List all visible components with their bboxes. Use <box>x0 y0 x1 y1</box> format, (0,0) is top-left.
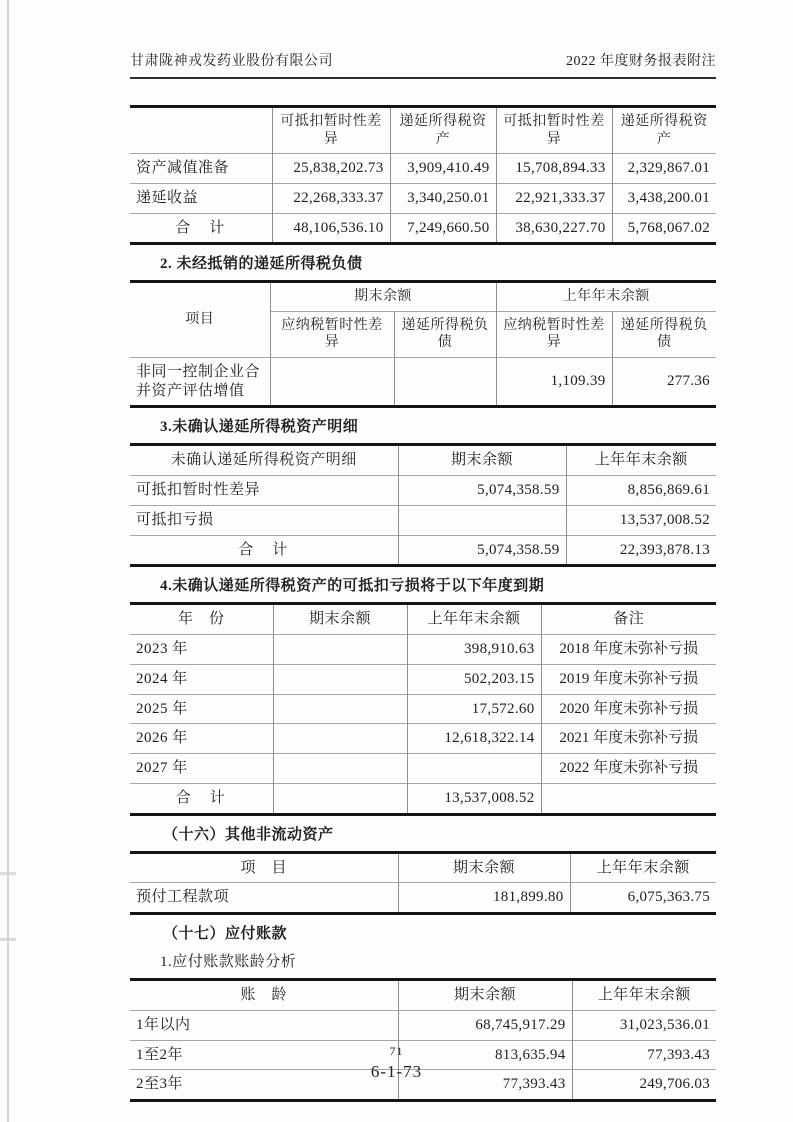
table-row <box>130 664 716 694</box>
table-row <box>130 754 716 784</box>
deferred-tax-liabilities-table <box>130 280 716 408</box>
cell-note: 2018 年度未弥补亏损 <box>541 635 716 665</box>
cell-note: 2019 年度未弥补亏损 <box>541 664 716 694</box>
col-header: 递延所得税负债 <box>394 311 496 357</box>
col-header: 递延所得税负债 <box>612 311 716 357</box>
cell-value: 1,109.39 <box>496 357 612 407</box>
table-total-row <box>130 213 716 244</box>
table-total-row <box>130 535 716 566</box>
cell-note: 2022 年度未弥补亏损 <box>541 754 716 784</box>
col-header: 期末余额 <box>398 980 572 1011</box>
scan-smudge-artifact <box>0 938 16 941</box>
cell-value: 17,572.60 <box>407 694 541 724</box>
cell-empty <box>273 694 407 724</box>
cell-value: 249,706.03 <box>572 1070 716 1101</box>
row-label: 合 计 <box>130 783 273 814</box>
cell-value: 3,438,200.01 <box>612 183 716 213</box>
table-row <box>130 505 716 535</box>
cell-value: 181,899.80 <box>398 883 570 914</box>
footer-doc-code: 6-1-73 <box>370 1062 423 1081</box>
table-row <box>130 635 716 665</box>
table-row <box>130 476 716 506</box>
cell-value: 3,909,410.49 <box>390 154 496 184</box>
col-header: 应纳税暂时性差异 <box>496 311 612 357</box>
cell-empty <box>398 505 566 535</box>
cell-value: 5,074,358.59 <box>398 535 566 566</box>
row-label: 合 计 <box>130 535 398 566</box>
col-header: 上年年末余额 <box>566 445 716 476</box>
cell-value: 22,393,878.13 <box>566 535 716 566</box>
report-title: 2022 年度财务报表附注 <box>566 54 716 69</box>
cell-value: 6,075,363.75 <box>570 883 716 914</box>
col-header: 项 目 <box>240 859 287 876</box>
cell-value: 398,910.63 <box>407 635 541 665</box>
table-header-row <box>130 445 716 476</box>
col-header: 未确认递延所得税资产明细 <box>170 452 357 469</box>
cell-value: 2,329,867.01 <box>612 154 716 184</box>
company-name: 甘肃陇神戎发药业股份有限公司 <box>130 54 333 69</box>
cell-value: 12,618,322.14 <box>407 724 541 754</box>
row-label: 2025 年 <box>130 694 273 724</box>
table-row <box>130 1010 716 1040</box>
document-header <box>130 50 716 79</box>
scan-edge-artifact <box>7 0 9 1122</box>
deductible-losses-expiry-table <box>130 602 716 815</box>
cell-empty <box>273 783 407 814</box>
col-header: 递延所得税资产 <box>390 107 496 154</box>
section-heading-3: 3.未确认递延所得税资产明细 <box>160 419 359 436</box>
cell-empty <box>273 724 407 754</box>
cell-value: 813,635.94 <box>398 1040 572 1070</box>
row-label: 1至2年 <box>130 1040 398 1070</box>
group-header-prior: 上年年末余额 <box>496 282 716 312</box>
col-header: 账 龄 <box>240 987 287 1003</box>
cell-value: 48,106,536.10 <box>272 213 390 244</box>
other-noncurrent-assets-table <box>130 851 716 916</box>
table-row <box>130 183 716 213</box>
section-heading-16: （十六）其他非流动资产 <box>163 826 334 843</box>
cell-value: 22,921,333.37 <box>496 183 612 213</box>
row-label: 资产减值准备 <box>130 154 272 184</box>
cell-value: 502,203.15 <box>407 664 541 694</box>
group-header-current: 期末余额 <box>270 282 496 312</box>
col-header: 递延所得税资产 <box>612 107 716 154</box>
cell-value: 5,768,067.02 <box>612 213 716 244</box>
page-content <box>130 50 716 1102</box>
section-heading-4: 4.未确认递延所得税资产的可抵扣亏损将于以下年度到期 <box>160 578 545 595</box>
col-header: 可抵扣暂时性差异 <box>496 107 612 154</box>
table-row <box>130 694 716 724</box>
table-row <box>130 154 716 184</box>
row-label: 2024 年 <box>130 664 273 694</box>
table-header-row <box>130 852 716 883</box>
cell-empty <box>270 357 394 407</box>
col-header: 可抵扣暂时性差异 <box>272 107 390 154</box>
row-label: 可抵扣暂时性差异 <box>130 476 398 506</box>
row-label: 2026 年 <box>130 724 273 754</box>
table-header-row <box>130 107 716 154</box>
cell-value: 5,074,358.59 <box>398 476 566 506</box>
cell-value: 22,268,333.37 <box>272 183 390 213</box>
cell-empty <box>273 754 407 784</box>
cell-value: 77,393.43 <box>572 1040 716 1070</box>
deferred-tax-assets-table <box>130 105 716 245</box>
cell-value: 25,838,202.73 <box>272 154 390 184</box>
cell-empty <box>273 635 407 665</box>
cell-value: 8,856,869.61 <box>566 476 716 506</box>
subsection-heading-17-1: 1.应付账款账龄分析 <box>160 954 297 970</box>
row-label: 预付工程款项 <box>130 883 398 914</box>
cell-value: 13,537,008.52 <box>407 783 541 814</box>
cell-value: 77,393.43 <box>398 1070 572 1101</box>
footer-page-number: 71 <box>389 1044 404 1058</box>
row-label: 合 计 <box>130 213 272 244</box>
section-heading-17: （十七）应付账款 <box>163 926 288 942</box>
row-label: 递延收益 <box>130 183 272 213</box>
table-group-header-row <box>130 282 716 312</box>
col-header: 上年年末余额 <box>572 980 716 1011</box>
row-label: 2023 年 <box>130 635 273 665</box>
cell-value: 31,023,536.01 <box>572 1010 716 1040</box>
cell-empty <box>273 664 407 694</box>
cell-value: 68,745,917.29 <box>398 1010 572 1040</box>
cell-value: 15,708,894.33 <box>496 154 612 184</box>
row-label: 2至3年 <box>130 1070 398 1101</box>
cell-empty <box>407 754 541 784</box>
col-header: 期末余额 <box>273 604 407 635</box>
row-label: 2027 年 <box>130 754 273 784</box>
col-header: 期末余额 <box>398 445 566 476</box>
table-header-row <box>130 604 716 635</box>
col-header: 应纳税暂时性差异 <box>270 311 394 357</box>
table-row <box>130 724 716 754</box>
table-header-row <box>130 980 716 1011</box>
col-header: 上年年末余额 <box>407 604 541 635</box>
cell-value: 7,249,660.50 <box>390 213 496 244</box>
row-label: 可抵扣亏损 <box>130 505 398 535</box>
col-header: 期末余额 <box>398 852 570 883</box>
cell-empty <box>394 357 496 407</box>
cell-note: 2021 年度未弥补亏损 <box>541 724 716 754</box>
accounts-payable-aging-table <box>130 978 716 1102</box>
unrecognized-deferred-tax-assets-table <box>130 443 716 567</box>
scan-smudge-artifact <box>0 872 16 875</box>
cell-empty <box>541 783 716 814</box>
cell-value: 38,630,227.70 <box>496 213 612 244</box>
col-header-item: 项目 <box>185 312 215 328</box>
col-header: 上年年末余额 <box>570 852 716 883</box>
cell-value: 3,340,250.01 <box>390 183 496 213</box>
table-row <box>130 357 716 407</box>
empty-header-cell <box>130 107 272 154</box>
cell-value: 13,537,008.52 <box>566 505 716 535</box>
row-label: 非同一控制企业合并资产评估增值 <box>130 357 270 407</box>
table-row <box>130 883 716 914</box>
col-header: 年 份 <box>177 611 225 628</box>
section-heading-2: 2. 未经抵销的递延所得税负债 <box>160 256 363 273</box>
table-total-row <box>130 783 716 814</box>
cell-value: 277.36 <box>612 357 716 407</box>
row-label: 1年以内 <box>130 1010 398 1040</box>
col-header: 备注 <box>541 604 716 635</box>
cell-note: 2020 年度未弥补亏损 <box>541 694 716 724</box>
